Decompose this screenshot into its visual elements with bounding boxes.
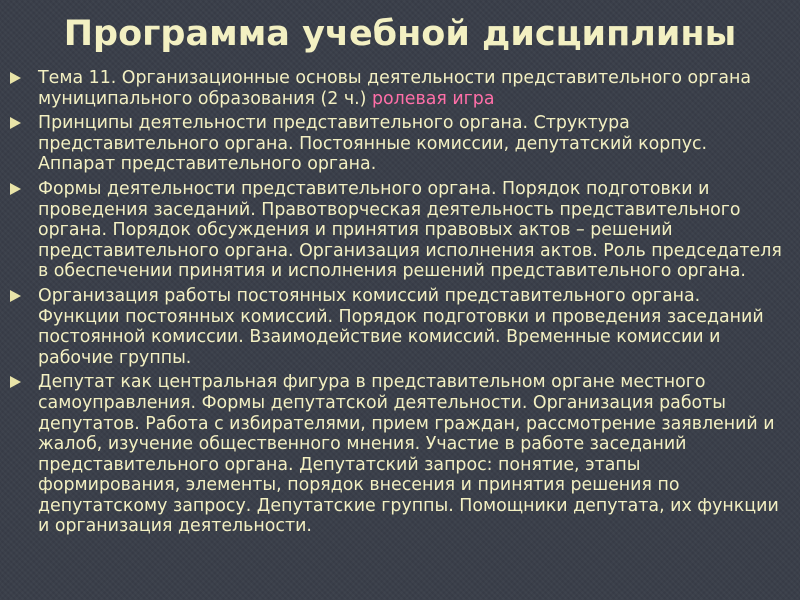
item-text: Тема 11. Организационные основы деятельности представительного органа муниципального образования (2 ч.)	[38, 68, 752, 109]
item-text: Формы деятельности представительного органа. Порядок подготовки и проведения заседаний. Правотворческая деятельность представительного органа. Порядок обсуждения и принятия правовых актов – решений представительного органа. Организация исполнения актов. Роль председателя в обеспечении принятия и исполнения решений представительного органа.	[38, 178, 782, 282]
item-highlight: ролевая игра	[371, 88, 495, 109]
triangle-bullet-icon	[10, 183, 21, 195]
list-item	[10, 179, 785, 282]
list-item	[10, 286, 785, 368]
list-item	[10, 372, 785, 537]
list-item	[10, 68, 785, 109]
item-text: Принципы деятельности представительного органа. Структура представительного органа. Постоянные комиссии, депутатский корпус. Аппарат представительного органа.	[38, 113, 708, 175]
triangle-bullet-icon	[10, 290, 21, 302]
topic-list	[10, 68, 785, 541]
list-item	[10, 113, 785, 175]
slide-title: Программа учебной дисциплины	[63, 14, 737, 54]
triangle-bullet-icon	[10, 376, 21, 388]
triangle-bullet-icon	[10, 117, 21, 129]
item-text: Депутат как центральная фигура в представительном органе местного самоуправления. Формы депутатской деятельности. Организация работы депутатов. Работа с избирателями, прием граждан, рассмотрение заявлений и жалоб, изучение общественного мнения. Участие в работе заседаний представительного органа. Депутатский запрос: понятие, этапы формирования, элементы, порядок внесения и принятия решения по депутатскому запросу. Депутатские группы. Помощники депутата, их функции и организация деятельности.	[38, 372, 779, 537]
triangle-bullet-icon	[10, 72, 21, 84]
item-text: Организация работы постоянных комиссий представительного органа. Функции постоянных комиссий. Порядок подготовки и проведения заседаний постоянной комиссии. Взаимодействие комиссий. Временные комиссии и рабочие группы.	[38, 285, 764, 368]
